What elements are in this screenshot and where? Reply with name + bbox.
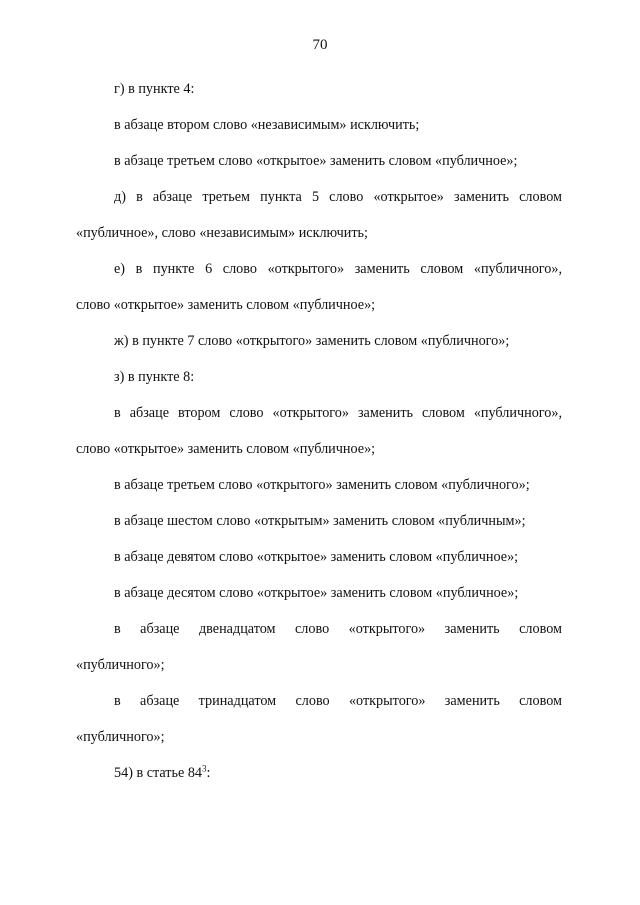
- paragraph-z-4: в абзаце девятом слово «открытое» заменить словом «публичное»;: [114, 549, 519, 565]
- item-54-text: 54) в статье 84: [114, 765, 203, 781]
- paragraph-z-1: [76, 404, 562, 458]
- paragraph-e: [76, 260, 562, 314]
- paragraph-d-line-1: д) в абзаце третьем пункта 5 слово «открытое» заменить словом: [114, 189, 562, 205]
- paragraph-g-2: в абзаце третьем слово «открытое» заменить словом «публичное»;: [114, 153, 518, 169]
- paragraph-z-3: в абзаце шестом слово «открытым» заменить словом «публичным»;: [114, 513, 526, 529]
- paragraph-z-7-line-1: в абзаце тринадцатом слово «открытого» заменить словом: [114, 693, 562, 709]
- paragraph-d: [76, 188, 562, 242]
- item-54-colon: :: [206, 765, 211, 781]
- paragraph-z-6-line-2: «публичного»;: [76, 657, 165, 673]
- paragraph-z-1-line-2: слово «открытое» заменить словом «публичное»;: [76, 441, 376, 457]
- paragraph-g: г) в пункте 4:: [114, 81, 195, 97]
- document-body: [76, 80, 562, 782]
- paragraph-z-7: [76, 692, 562, 746]
- paragraph-g-1: в абзаце втором слово «независимым» исключить;: [114, 117, 420, 133]
- paragraph-e-line-2: слово «открытое» заменить словом «публичное»;: [76, 297, 376, 313]
- paragraph-z: з) в пункте 8:: [114, 369, 195, 385]
- paragraph-e-line-1: е) в пункте 6 слово «открытого» заменить словом «публичного»,: [114, 261, 562, 277]
- paragraph-z-5: в абзаце десятом слово «открытое» заменить словом «публичное»;: [114, 585, 519, 601]
- item-54-superscript: 3: [202, 763, 207, 774]
- paragraph-z-6: [76, 620, 562, 674]
- paragraph-z-1-line-1: в абзаце втором слово «открытого» заменить словом «публичного»,: [114, 405, 562, 421]
- paragraph-d-line-2: «публичное», слово «независимым» исключить;: [76, 225, 368, 241]
- paragraph-z-2: в абзаце третьем слово «открытого» заменить словом «публичного»;: [114, 477, 530, 493]
- page-number: 70: [312, 37, 328, 53]
- paragraph-zh: ж) в пункте 7 слово «открытого» заменить словом «публичного»;: [114, 333, 510, 349]
- paragraph-item-54: [76, 764, 562, 782]
- paragraph-z-7-line-2: «публичного»;: [76, 729, 165, 745]
- paragraph-z-6-line-1: в абзаце двенадцатом слово «открытого» заменить словом: [114, 621, 562, 637]
